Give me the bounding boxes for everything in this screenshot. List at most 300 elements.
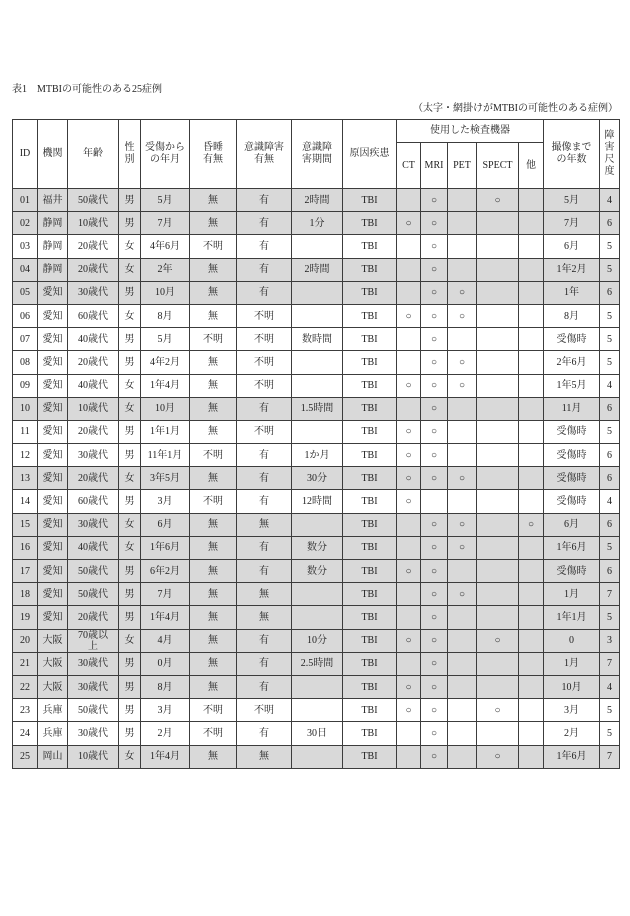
cell-spect [477, 420, 519, 443]
cell-sex: 女 [119, 629, 141, 652]
cell-duration: 数時間 [292, 328, 343, 351]
cell-id: 15 [13, 513, 38, 536]
cell-pet [448, 258, 477, 281]
cell-sex: 女 [119, 374, 141, 397]
header-pet: PET [448, 143, 477, 189]
cell-other [519, 212, 544, 235]
cell-other [519, 351, 544, 374]
cell-since-injury: 3月 [141, 490, 190, 513]
cell-coma: 無 [190, 467, 237, 490]
cell-cause: TBI [343, 560, 397, 583]
header-ct: CT [397, 143, 421, 189]
cell-scale: 5 [600, 699, 620, 722]
cell-ct [397, 397, 421, 420]
cell-other [519, 420, 544, 443]
cell-mri: ○ [421, 304, 448, 327]
header-id: ID [13, 120, 38, 189]
cell-mri: ○ [421, 467, 448, 490]
table-row [13, 490, 620, 513]
cell-other [519, 397, 544, 420]
table-row [13, 212, 620, 235]
cell-age: 30歳代 [68, 652, 119, 675]
cell-since-injury: 2年 [141, 258, 190, 281]
cell-pet [448, 490, 477, 513]
cell-scale: 6 [600, 467, 620, 490]
cell-age: 20歳代 [68, 606, 119, 629]
cell-scale: 5 [600, 235, 620, 258]
cell-age: 20歳代 [68, 420, 119, 443]
cell-sex: 男 [119, 699, 141, 722]
header-to-imaging: 撮像まで の年数 [544, 120, 600, 189]
cell-mri: ○ [421, 560, 448, 583]
cell-to-imaging: 3月 [544, 699, 600, 722]
cell-scale: 5 [600, 420, 620, 443]
cell-pet [448, 235, 477, 258]
header-spect: SPECT [477, 143, 519, 189]
cell-cause: TBI [343, 722, 397, 745]
cell-consciousness: 不明 [237, 304, 292, 327]
cell-institution: 兵庫 [38, 699, 68, 722]
cell-coma: 無 [190, 258, 237, 281]
cell-id: 21 [13, 652, 38, 675]
cell-pet [448, 745, 477, 768]
cell-spect [477, 490, 519, 513]
cell-to-imaging: 6月 [544, 513, 600, 536]
cell-consciousness: 有 [237, 235, 292, 258]
cell-scale: 5 [600, 304, 620, 327]
cell-spect [477, 397, 519, 420]
cell-ct [397, 652, 421, 675]
cell-since-injury: 1年6月 [141, 536, 190, 559]
cell-cause: TBI [343, 606, 397, 629]
cell-sex: 男 [119, 281, 141, 304]
cell-sex: 女 [119, 304, 141, 327]
cell-mri: ○ [421, 351, 448, 374]
cell-coma: 不明 [190, 235, 237, 258]
cell-age: 20歳代 [68, 235, 119, 258]
cell-mri: ○ [421, 745, 448, 768]
cell-since-injury: 7月 [141, 583, 190, 606]
cell-consciousness: 有 [237, 490, 292, 513]
cell-coma: 不明 [190, 699, 237, 722]
cell-other [519, 722, 544, 745]
header-age: 年齢 [68, 120, 119, 189]
cell-consciousness: 不明 [237, 374, 292, 397]
cell-duration: 1か月 [292, 444, 343, 467]
cell-institution: 岡山 [38, 745, 68, 768]
cell-ct [397, 606, 421, 629]
cell-ct: ○ [397, 490, 421, 513]
cell-coma: 無 [190, 583, 237, 606]
cell-institution: 大阪 [38, 629, 68, 652]
cell-ct: ○ [397, 444, 421, 467]
cell-coma: 不明 [190, 444, 237, 467]
cell-institution: 愛知 [38, 374, 68, 397]
cell-cause: TBI [343, 328, 397, 351]
cell-to-imaging: 受傷時 [544, 467, 600, 490]
cell-duration: 10分 [292, 629, 343, 652]
cell-consciousness: 無 [237, 583, 292, 606]
cell-duration [292, 699, 343, 722]
cell-cause: TBI [343, 444, 397, 467]
header-duration: 意識障 害期間 [292, 120, 343, 189]
header-since-injury: 受傷から の年月 [141, 120, 190, 189]
cell-to-imaging: 1年2月 [544, 258, 600, 281]
cell-cause: TBI [343, 304, 397, 327]
cell-spect [477, 374, 519, 397]
table-row [13, 722, 620, 745]
cell-duration [292, 606, 343, 629]
cell-to-imaging: 0 [544, 629, 600, 652]
table-row [13, 328, 620, 351]
cell-scale: 6 [600, 560, 620, 583]
cell-id: 12 [13, 444, 38, 467]
cell-cause: TBI [343, 235, 397, 258]
cell-pet [448, 629, 477, 652]
cell-scale: 4 [600, 189, 620, 212]
cell-id: 23 [13, 699, 38, 722]
cell-id: 16 [13, 536, 38, 559]
cell-duration: 12時間 [292, 490, 343, 513]
table-row [13, 560, 620, 583]
cell-institution: 愛知 [38, 467, 68, 490]
cell-to-imaging: 1年1月 [544, 606, 600, 629]
cell-age: 50歳代 [68, 699, 119, 722]
cell-coma: 無 [190, 536, 237, 559]
cell-id: 14 [13, 490, 38, 513]
cell-mri: ○ [421, 235, 448, 258]
cell-cause: TBI [343, 212, 397, 235]
cell-to-imaging: 2年6月 [544, 351, 600, 374]
cell-id: 24 [13, 722, 38, 745]
cell-scale: 5 [600, 351, 620, 374]
cell-id: 02 [13, 212, 38, 235]
table-row [13, 304, 620, 327]
cell-pet [448, 420, 477, 443]
cell-institution: 愛知 [38, 304, 68, 327]
cell-age: 60歳代 [68, 304, 119, 327]
cell-age: 10歳代 [68, 745, 119, 768]
cell-id: 05 [13, 281, 38, 304]
cell-mri: ○ [421, 444, 448, 467]
cell-spect [477, 560, 519, 583]
cell-mri: ○ [421, 629, 448, 652]
table-row [13, 420, 620, 443]
cell-cause: TBI [343, 675, 397, 698]
cell-ct [397, 235, 421, 258]
cell-other [519, 606, 544, 629]
cell-since-injury: 5月 [141, 328, 190, 351]
cell-sex: 男 [119, 560, 141, 583]
cell-to-imaging: 受傷時 [544, 420, 600, 443]
header-institution: 機関 [38, 120, 68, 189]
cell-consciousness: 有 [237, 560, 292, 583]
table-row [13, 235, 620, 258]
cell-ct [397, 745, 421, 768]
cell-id: 08 [13, 351, 38, 374]
cell-cause: TBI [343, 583, 397, 606]
table-row [13, 374, 620, 397]
cell-pet: ○ [448, 351, 477, 374]
cell-sex: 女 [119, 745, 141, 768]
cell-consciousness: 有 [237, 652, 292, 675]
cell-consciousness: 有 [237, 281, 292, 304]
cell-other [519, 745, 544, 768]
table-row [13, 629, 620, 652]
cell-consciousness: 無 [237, 745, 292, 768]
cell-pet [448, 212, 477, 235]
cell-cause: TBI [343, 490, 397, 513]
case-rows [13, 189, 620, 769]
cell-coma: 無 [190, 513, 237, 536]
cell-institution: 静岡 [38, 212, 68, 235]
cell-duration: 30分 [292, 467, 343, 490]
cell-mri: ○ [421, 328, 448, 351]
cell-mri: ○ [421, 189, 448, 212]
cell-spect [477, 235, 519, 258]
cell-scale: 7 [600, 745, 620, 768]
cell-other [519, 536, 544, 559]
cell-scale: 7 [600, 652, 620, 675]
cell-spect [477, 281, 519, 304]
cell-since-injury: 6月 [141, 513, 190, 536]
cell-mri: ○ [421, 652, 448, 675]
cell-spect [477, 675, 519, 698]
table-row [13, 351, 620, 374]
table-row [13, 467, 620, 490]
cell-sex: 女 [119, 258, 141, 281]
cell-id: 18 [13, 583, 38, 606]
cell-institution: 愛知 [38, 606, 68, 629]
cell-scale: 5 [600, 606, 620, 629]
cell-ct [397, 351, 421, 374]
cell-since-injury: 1年4月 [141, 745, 190, 768]
cell-id: 17 [13, 560, 38, 583]
cell-other [519, 281, 544, 304]
cell-mri: ○ [421, 212, 448, 235]
cell-since-injury: 5月 [141, 189, 190, 212]
cell-duration: 数分 [292, 536, 343, 559]
cell-spect [477, 351, 519, 374]
cell-ct: ○ [397, 675, 421, 698]
table-row [13, 675, 620, 698]
cell-id: 06 [13, 304, 38, 327]
cell-scale: 6 [600, 513, 620, 536]
cell-coma: 無 [190, 560, 237, 583]
cell-mri: ○ [421, 606, 448, 629]
cell-other [519, 467, 544, 490]
cell-pet: ○ [448, 583, 477, 606]
cell-ct: ○ [397, 420, 421, 443]
cell-duration [292, 235, 343, 258]
cell-scale: 6 [600, 281, 620, 304]
cell-to-imaging: 1年6月 [544, 536, 600, 559]
cell-age: 50歳代 [68, 560, 119, 583]
cell-other [519, 304, 544, 327]
cell-sex: 女 [119, 397, 141, 420]
cell-institution: 愛知 [38, 513, 68, 536]
cell-pet: ○ [448, 304, 477, 327]
cell-mri: ○ [421, 420, 448, 443]
cell-spect [477, 304, 519, 327]
cell-consciousness: 有 [237, 397, 292, 420]
header-cause: 原因疾患 [343, 120, 397, 189]
cell-cause: TBI [343, 745, 397, 768]
cell-sex: 女 [119, 536, 141, 559]
cell-institution: 兵庫 [38, 722, 68, 745]
cell-institution: 愛知 [38, 444, 68, 467]
cell-sex: 女 [119, 513, 141, 536]
cell-spect [477, 513, 519, 536]
cell-to-imaging: 受傷時 [544, 444, 600, 467]
cell-scale: 4 [600, 374, 620, 397]
cell-other [519, 490, 544, 513]
header-sex: 性 別 [119, 120, 141, 189]
cell-age: 60歳代 [68, 490, 119, 513]
cell-duration: 2.5時間 [292, 652, 343, 675]
cell-other [519, 583, 544, 606]
cell-to-imaging: 1月 [544, 652, 600, 675]
cell-scale: 5 [600, 258, 620, 281]
cell-ct: ○ [397, 304, 421, 327]
cell-other [519, 444, 544, 467]
header-equipment-group: 使用した検査機器 [397, 120, 544, 143]
cell-institution: 福井 [38, 189, 68, 212]
cell-coma: 無 [190, 675, 237, 698]
cell-sex: 男 [119, 490, 141, 513]
cell-spect [477, 606, 519, 629]
table-row [13, 189, 620, 212]
cell-age: 30歳代 [68, 722, 119, 745]
cell-mri: ○ [421, 397, 448, 420]
cell-duration [292, 513, 343, 536]
cell-other [519, 629, 544, 652]
cell-mri: ○ [421, 281, 448, 304]
cell-coma: 無 [190, 420, 237, 443]
cell-ct: ○ [397, 629, 421, 652]
cell-age: 40歳代 [68, 328, 119, 351]
cell-since-injury: 1年4月 [141, 606, 190, 629]
cell-age: 30歳代 [68, 675, 119, 698]
cell-age: 30歳代 [68, 513, 119, 536]
cell-other [519, 235, 544, 258]
table-row [13, 258, 620, 281]
cell-cause: TBI [343, 536, 397, 559]
cell-consciousness: 不明 [237, 420, 292, 443]
cell-cause: TBI [343, 189, 397, 212]
cell-to-imaging: 6月 [544, 235, 600, 258]
cell-spect: ○ [477, 629, 519, 652]
cell-coma: 無 [190, 652, 237, 675]
cell-pet [448, 675, 477, 698]
cell-ct [397, 189, 421, 212]
cell-cause: TBI [343, 467, 397, 490]
cell-pet: ○ [448, 374, 477, 397]
cell-coma: 不明 [190, 328, 237, 351]
table-row [13, 444, 620, 467]
cell-other [519, 675, 544, 698]
cell-sex: 男 [119, 444, 141, 467]
cell-coma: 無 [190, 351, 237, 374]
cell-duration: 数分 [292, 560, 343, 583]
table-row [13, 652, 620, 675]
cell-since-injury: 10月 [141, 397, 190, 420]
cell-consciousness: 不明 [237, 351, 292, 374]
cell-ct: ○ [397, 374, 421, 397]
cell-duration [292, 281, 343, 304]
cell-cause: TBI [343, 699, 397, 722]
cell-mri: ○ [421, 699, 448, 722]
cell-pet: ○ [448, 513, 477, 536]
table-row [13, 745, 620, 768]
cell-ct [397, 328, 421, 351]
cell-ct [397, 513, 421, 536]
cell-mri: ○ [421, 583, 448, 606]
cell-since-injury: 4月 [141, 629, 190, 652]
cell-pet [448, 397, 477, 420]
cell-mri: ○ [421, 536, 448, 559]
cell-duration [292, 351, 343, 374]
header-consciousness: 意識障害 有無 [237, 120, 292, 189]
cell-scale: 5 [600, 722, 620, 745]
cell-ct [397, 258, 421, 281]
cell-consciousness: 有 [237, 444, 292, 467]
cell-consciousness: 有 [237, 467, 292, 490]
cell-sex: 男 [119, 606, 141, 629]
cell-sex: 男 [119, 351, 141, 374]
table-header [13, 120, 620, 189]
cell-other [519, 652, 544, 675]
cell-coma: 無 [190, 189, 237, 212]
table-caption: 表1 MTBIの可能性のある25症例 [12, 84, 162, 95]
cell-ct [397, 536, 421, 559]
cell-to-imaging: 11月 [544, 397, 600, 420]
cell-pet [448, 652, 477, 675]
cell-institution: 静岡 [38, 258, 68, 281]
cell-id: 07 [13, 328, 38, 351]
cell-scale: 4 [600, 490, 620, 513]
cell-ct: ○ [397, 699, 421, 722]
cell-duration: 2時間 [292, 258, 343, 281]
cell-spect [477, 258, 519, 281]
cell-to-imaging: 受傷時 [544, 328, 600, 351]
cell-duration [292, 420, 343, 443]
cell-spect [477, 212, 519, 235]
header-other: 他 [519, 143, 544, 189]
table-row [13, 397, 620, 420]
cell-coma: 無 [190, 374, 237, 397]
cell-spect [477, 328, 519, 351]
cell-id: 19 [13, 606, 38, 629]
cell-scale: 3 [600, 629, 620, 652]
cell-spect [477, 444, 519, 467]
cell-age: 20歳代 [68, 258, 119, 281]
cell-id: 22 [13, 675, 38, 698]
cell-consciousness: 無 [237, 513, 292, 536]
cell-age: 30歳代 [68, 281, 119, 304]
cell-consciousness: 有 [237, 536, 292, 559]
cell-pet: ○ [448, 281, 477, 304]
cell-sex: 女 [119, 467, 141, 490]
cell-pet [448, 606, 477, 629]
cell-consciousness: 有 [237, 722, 292, 745]
cell-scale: 7 [600, 583, 620, 606]
cell-to-imaging: 8月 [544, 304, 600, 327]
cell-consciousness: 有 [237, 212, 292, 235]
cell-to-imaging: 受傷時 [544, 490, 600, 513]
header-row-top [13, 120, 620, 143]
cell-consciousness: 不明 [237, 328, 292, 351]
